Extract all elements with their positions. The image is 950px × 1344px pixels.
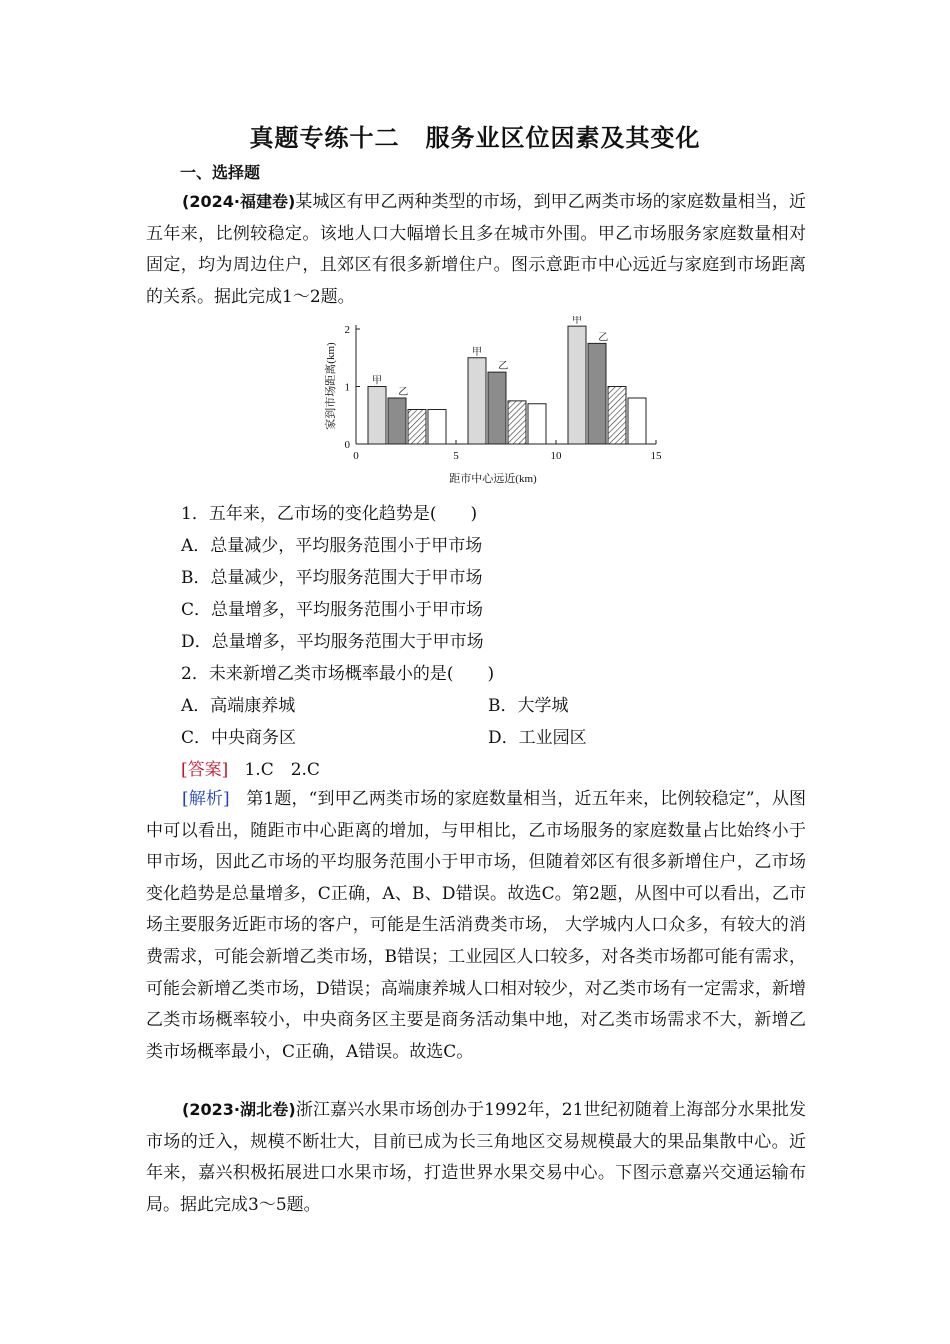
intro-paragraph-1 [146,186,806,313]
bar-hatched [508,401,526,444]
source-tag-2024: (2024·福建卷) [182,192,296,211]
bar-label: 乙 [398,387,409,398]
intro-text-1: 某城区有甲乙两种类型的市场，到甲乙两类市场的家庭数量相当，近五年来，比例较稳定。该地人口大幅增长且多在城市外围。甲乙市场服务家庭数量相对固定，均为周边住户，且郊区有很多新增住户。图示意距市中心远近与家庭到市场距离的关系。据此完成1～2题。 [146,192,806,307]
bar-hatched [408,410,426,445]
answer-line [181,758,320,782]
x-tick-label: 15 [650,450,662,462]
bar-label: 乙 [598,332,609,344]
q1-stem: 1．五年来，乙市场的变化趋势是( ) [181,504,478,524]
title-main: 真题专练十二 [249,124,400,152]
x-tick-label: 5 [453,450,459,462]
q2-option-b: B．大学城 [488,696,569,716]
source-tag-2023: (2023·湖北卷) [182,1100,296,1119]
q1-option-b: B．总量减少，平均服务范围大于甲市场 [181,568,483,588]
plot-area [345,316,663,462]
bar-label: 甲 [372,375,382,387]
q1-option-c: C．总量增多，平均服务范围小于甲市场 [181,600,484,620]
intro-text-2: 浙江嘉兴水果市场创办于1992年，21世纪初随着上海部分水果批发市场的迁入，规模不断壮大，目前已成为长三角地区交易规模最大的果品集散中心。近年来，嘉兴积极拓展进口水果市场，打造世界水果交易中心。下图示意嘉兴交通运输布局。据此完成3～5题。 [146,1100,806,1215]
bar-jia [368,387,386,445]
chart-ylabel: 家到市场距离(km) [325,342,337,430]
bar-white [528,404,546,444]
bar-hatched [608,387,626,445]
q2-option-d: D．工业园区 [488,728,587,748]
bar-yi [588,343,606,444]
y-tick-label: 2 [344,324,350,336]
q2-option-a: A．高端康养城 [181,696,296,716]
y-tick-label: 1 [344,381,350,394]
bar-jia [568,326,586,444]
analysis-label: [解析] [182,789,230,809]
bar-chart [318,316,678,488]
x-tick-label: 10 [550,450,562,462]
answer-label: [答案] [181,760,229,780]
q2-option-c: C．中央商务区 [181,728,297,748]
bar-label: 乙 [498,361,509,373]
intro-paragraph-2 [146,1094,806,1221]
bar-label: 甲 [572,316,582,327]
bar-yi [488,372,506,444]
q2-stem: 2．未来新增乙类市场概率最小的是( ) [181,664,495,684]
title-sub: 服务业区位因素及其变化 [425,124,701,152]
q1-option-a: A．总量减少，平均服务范围小于甲市场 [181,536,483,556]
x-tick-label: 0 [353,450,359,462]
analysis-text: 第1题，“到甲乙两类市场的家庭数量相当，近五年来，比例较稳定”，从图中可以看出，随距市中心距离的增加，与甲相比，乙市场服务的家庭数量占比始终小于甲市场，因此乙市场的平均服务范围小于甲市场，但随着郊区有很多新增住户，乙市场变化趋势是总量增多，C正确，A、B、D错误。故选C。第2题，从图中可以看出，乙市场主要服务近距市场的客户，可能是生活消费类市场， 大学城内人口众多，有较大的消费需求，可能会新增乙类市场，B错误；工业园区人口较多，对各类市场都可能有需求，可能会新增乙类市场，D错误；高端康养城人口相对较少，对乙类市场有一定需求，新增乙类市场概率较小，中央商务区主要是商务活动集中地，对乙类市场需求不大，新增乙类市场概率最小，C正确，A错误。故选C。 [146,789,807,1062]
bar-yi [388,398,406,444]
analysis-paragraph [146,784,806,1068]
bar-jia [468,358,486,444]
q1-option-d: D．总量增多，平均服务范围大于甲市场 [181,632,484,652]
chart-xlabel: 距市中心远近(km) [449,473,537,485]
bar-white [628,398,646,444]
answer-text: 1.C 2.C [244,760,320,780]
bar-label: 甲 [472,346,482,358]
section-heading: 一、选择题 [180,163,261,182]
page-title [0,118,950,153]
y-tick-label: 0 [344,439,350,451]
bar-white [428,410,446,445]
